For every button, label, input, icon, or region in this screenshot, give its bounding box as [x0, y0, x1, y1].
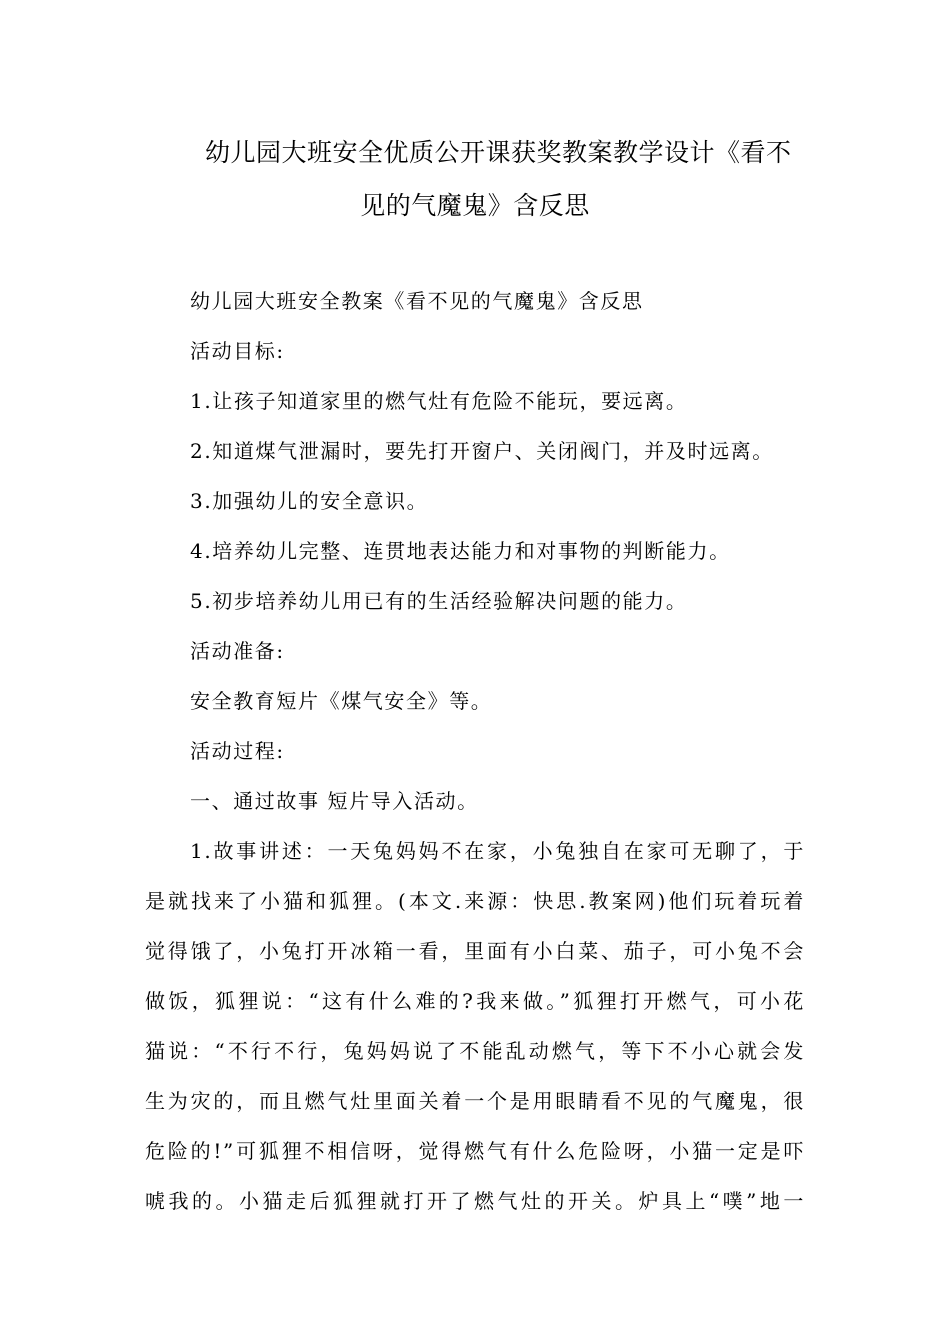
section-heading: 一、通过故事 短片导入活动。: [190, 789, 479, 813]
goal-item: 3.加强幼儿的安全意识。: [190, 489, 429, 513]
story-line: 猫说：“不行不行，兔妈妈说了不能乱动燃气，等下不小心就会发: [145, 1039, 805, 1063]
goals-heading: 活动目标:: [190, 339, 285, 363]
story-line: 觉得饿了，小兔打开冰箱一看，里面有小白菜、茄子，可小兔不会: [145, 939, 805, 963]
goal-item: 5.初步培养幼儿用已有的生活经验解决问题的能力。: [190, 589, 688, 613]
lesson-subtitle: 幼儿园大班安全教案《看不见的气魔鬼》含反思: [190, 289, 644, 313]
story-line: 生为灾的，而且燃气灶里面关着一个是用眼睛看不见的气魔鬼，很: [145, 1089, 805, 1113]
process-heading: 活动过程:: [190, 739, 285, 763]
document-title-line-2: 见的气魔鬼》含反思: [360, 191, 590, 220]
document-title-line-1: 幼儿园大班安全优质公开课获奖教案教学设计《看不: [205, 138, 792, 167]
story-line: 唬我的。小猫走后狐狸就打开了燃气灶的开关。炉具上“噗”地一: [145, 1189, 805, 1213]
story-line: 做饭，狐狸说：“这有什么难的?我来做。”狐狸打开燃气，可小花: [145, 989, 805, 1013]
story-line: 危险的!”可狐狸不相信呀，觉得燃气有什么危险呀，小猫一定是吓: [145, 1139, 805, 1163]
prep-heading: 活动准备:: [190, 639, 285, 663]
story-line: 是就找来了小猫和狐狸。(本文.来源：快思.教案网)他们玩着玩着: [145, 889, 805, 913]
goal-item: 2.知道煤气泄漏时，要先打开窗户、关闭阀门，并及时远离。: [190, 439, 774, 463]
goal-item: 1.让孩子知道家里的燃气灶有危险不能玩，要远离。: [190, 389, 688, 413]
prep-text: 安全教育短片《煤气安全》等。: [190, 689, 493, 713]
story-line: 1.故事讲述：一天兔妈妈不在家，小兔独自在家可无聊了，于: [190, 839, 805, 863]
goal-item: 4.培养幼儿完整、连贯地表达能力和对事物的判断能力。: [190, 539, 731, 563]
